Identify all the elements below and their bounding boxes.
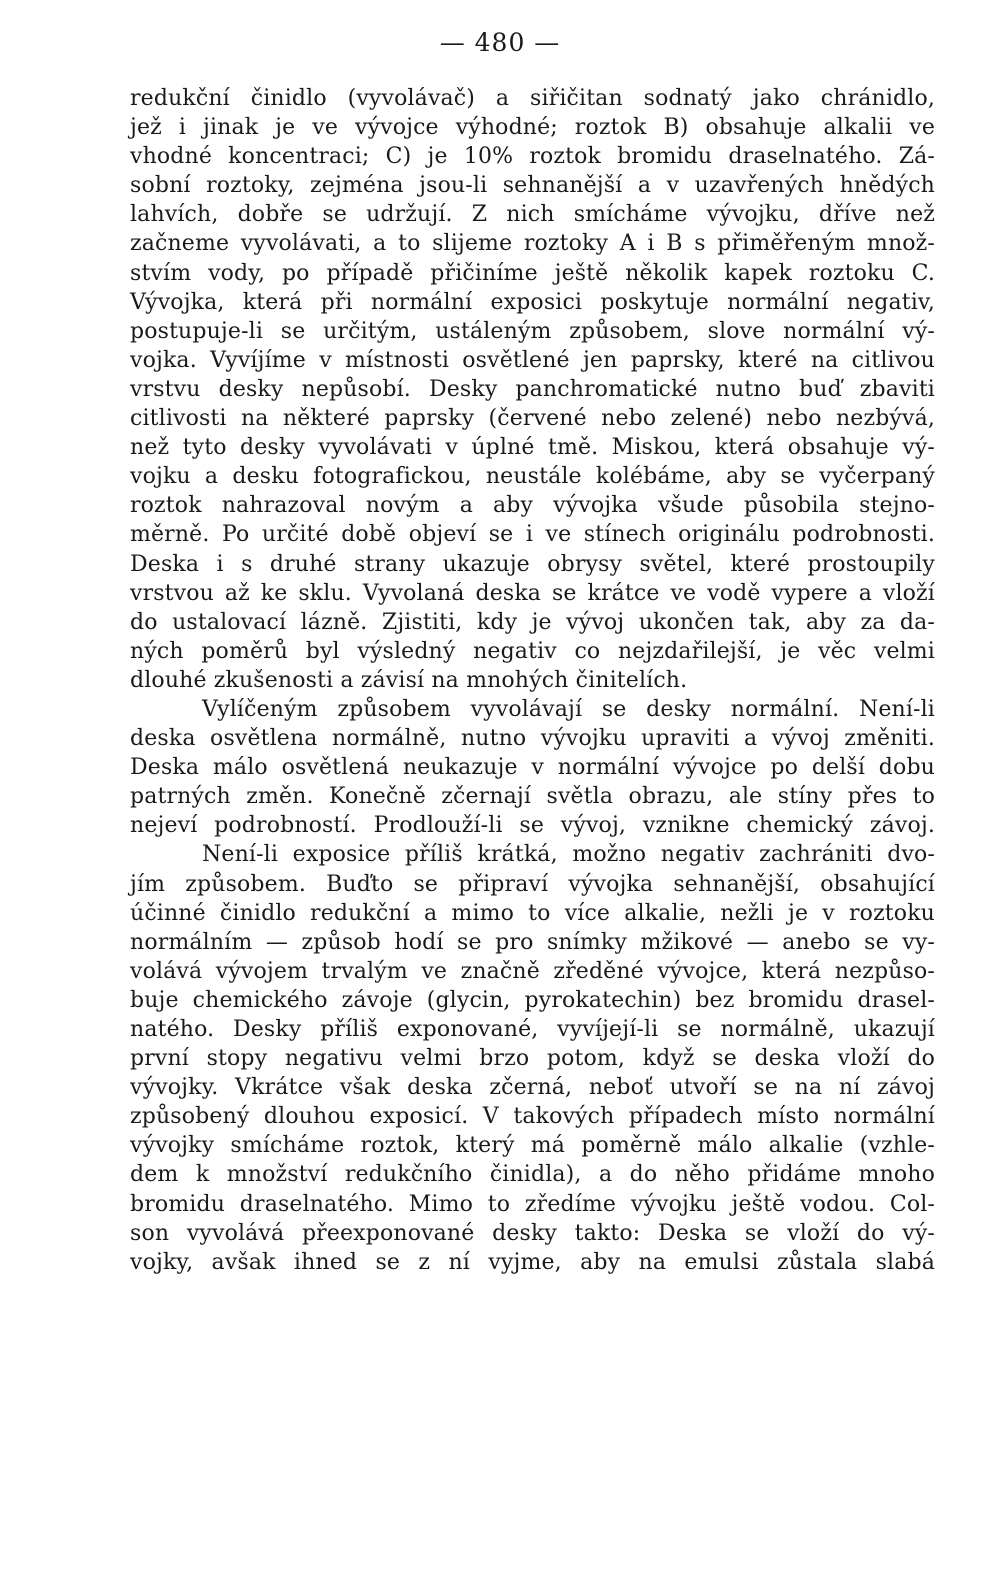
text-line: než tyto desky vyvolávati v úplné tmě. Miskou, která obsahuje vý- [130,435,935,461]
text-line: jež i jinak je ve vývojce výhodné; roztok B) obsahuje alkalii ve [130,115,935,141]
text-line: vývojky smícháme roztok, který má poměrně málo alkalie (vzhle- [130,1133,935,1159]
text-line: Vývojka, která při normální exposici poskytuje normální negativ, [130,289,935,315]
text-line: dlouhé zkušenosti a závisí na mnohých činitelích. [130,667,688,693]
body-text [130,84,935,1277]
text-line: Vylíčeným způsobem vyvolávají se desky normální. Není-li [202,696,935,722]
text-line: vhodné koncentraci; C) je 10% roztok bromidu draselnatého. Zá- [130,144,935,170]
text-line: Deska i s druhé strany ukazuje obrysy světel, které prostoupily [130,551,935,577]
text-line: Deska málo osvětlená neukazuje v normální vývojce po delší dobu [130,755,935,781]
text-line: způsobený dlouhou exposicí. V takových případech místo normální [130,1104,935,1130]
text-line: nejeví podrobností. Prodlouží-li se vývoj, vznikne chemický závoj. [130,813,935,839]
text-line: redukční činidlo (vyvolávač) a siřičitan sodnatý jako chránidlo, [130,86,935,111]
text-line: postupuje-li se určitým, ustáleným způsobem, slove normální vý- [130,318,935,344]
page-number: — 480 — [439,28,561,57]
text-line: bromidu draselnatého. Mimo to zředíme vývojku ještě vodou. Col- [130,1191,935,1217]
text-line: lahvích, dobře se udržují. Z nich smícháme vývojku, dříve než [130,202,935,228]
text-line: son vyvolává přeexponované desky takto: Deska se vloží do vý- [130,1220,935,1246]
text-line: měrně. Po určité době objeví se i ve stínech originálu podrobnosti. [130,522,935,548]
text-line: dem k množství redukčního činidla), a do něho přidáme mnoho [130,1162,935,1188]
text-line: první stopy negativu velmi brzo potom, když se deska vloží do [130,1046,935,1072]
text-line: buje chemického závoje (glycin, pyrokatechin) bez bromidu drasel- [130,987,935,1013]
text-line: roztok nahrazoval novým a aby vývojka všude působila stejno- [130,493,935,519]
text-line: účinné činidlo redukční a mimo to více alkalie, nežli je v roztoku [130,900,935,926]
text-line: vojku a desku fotografickou, neustále kolébáme, aby se vyčerpaný [130,464,935,490]
text-line: citlivosti na některé paprsky (červené nebo zelené) nebo nezbývá, [130,406,935,432]
text-line: vrstvu desky nepůsobí. Desky panchromatické nutno buď zbaviti [130,376,935,402]
text-line: stvím vody, po případě přičiníme ještě několik kapek roztoku C. [130,260,935,286]
text-line: začneme vyvolávati, a to slijeme roztoky A i B s přiměřeným množ- [130,231,935,257]
text-line: patrných změn. Konečně zčernají světla obrazu, ale stíny přes to [130,784,935,810]
text-line: volává vývojem trvalým ve značně zředěné vývojce, která nezpůso- [130,958,935,984]
text-line: vojky, avšak ihned se z ní vyjme, aby na emulsi zůstala slabá [130,1249,935,1275]
text-line: natého. Desky příliš exponované, vyvíjejí-li se normálně, ukazují [130,1017,935,1042]
text-line: vrstvou až ke sklu. Vyvolaná deska se krátce ve vodě vypere a vloží [130,580,935,606]
text-line: deska osvětlena normálně, nutno vývojku upraviti a vývoj změniti. [130,726,935,752]
text-line: jím způsobem. Buďto se připraví vývojka sehnanější, obsahující [130,871,935,897]
text-line: normálním — způsob hodí se pro snímky mžikové — anebo se vy- [130,929,935,955]
text-line: ných poměrů byl výsledný negativ co nejzdařilejší, je věc velmi [130,638,935,664]
text-line: vývojky. Vkrátce však deska zčerná, neboť utvoří se na ní závoj [130,1075,935,1101]
text-line: sobní roztoky, zejména jsou-li sehnanější a v uzavřených hnědých [130,173,935,199]
text-line: Není-li exposice příliš krátká, možno negativ zachrániti dvo- [202,842,935,868]
text-line: do ustalovací lázně. Zjistiti, kdy je vývoj ukončen tak, aby za da- [130,609,935,635]
text-line: vojka. Vyvíjíme v místnosti osvětlené jen paprsky, které na citlivou [130,347,935,373]
